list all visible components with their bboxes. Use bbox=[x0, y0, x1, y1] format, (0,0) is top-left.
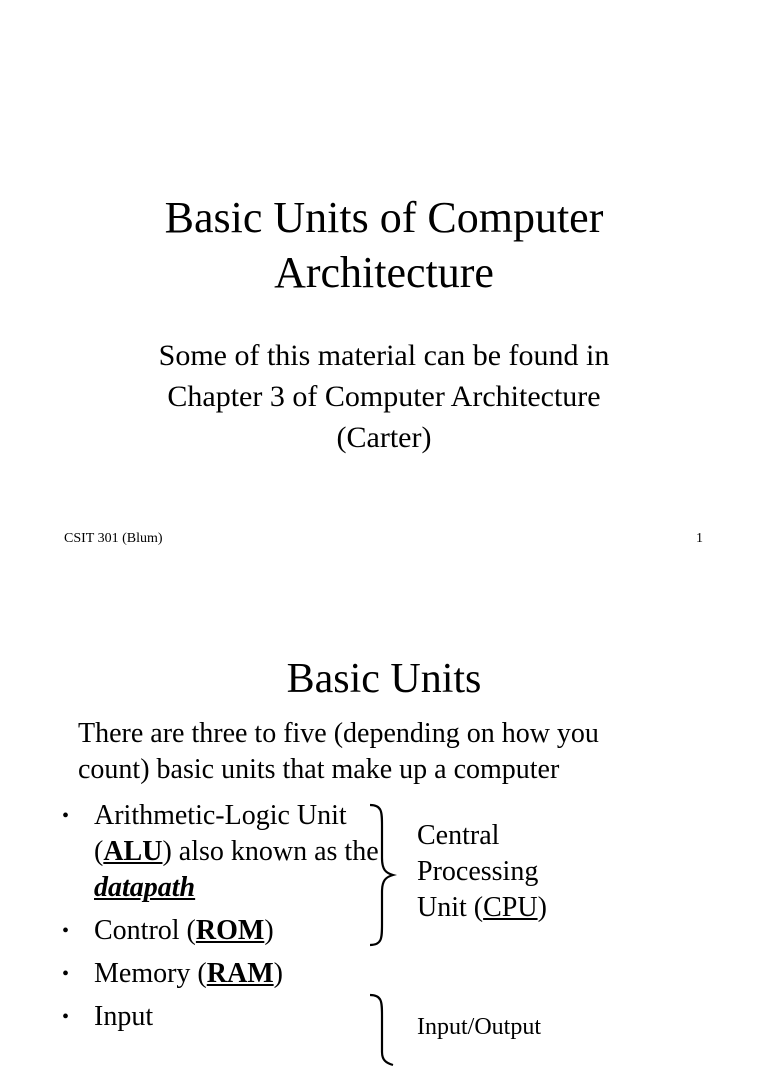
datapath-term: datapath bbox=[94, 872, 196, 903]
slide-heading: Basic Units bbox=[286, 656, 482, 702]
memory-text-pre: Memory ( bbox=[94, 958, 207, 989]
cpu-label-line-1: Central bbox=[417, 820, 500, 851]
cpu-label-post: ) bbox=[537, 892, 547, 923]
page-number: 1 bbox=[696, 531, 703, 546]
io-brace-icon bbox=[366, 992, 396, 1072]
ram-abbr: RAM bbox=[206, 958, 274, 989]
input-text: Input bbox=[94, 1001, 154, 1032]
slide-basic-units bbox=[0, 576, 768, 1040]
subtitle-line-1: Some of this material can be found in bbox=[158, 339, 610, 372]
alu-text-mid: ) also known as the bbox=[162, 836, 379, 867]
subtitle-line-2: Chapter 3 of Computer Architecture bbox=[167, 380, 601, 413]
title-line-1: Basic Units of Computer bbox=[164, 193, 604, 242]
footer-course: CSIT 301 (Blum) bbox=[64, 531, 163, 546]
cpu-abbr: CPU bbox=[483, 892, 538, 923]
control-text-post: ) bbox=[264, 915, 274, 946]
memory-text-post: ) bbox=[273, 958, 283, 989]
bullet-icon: • bbox=[62, 963, 70, 985]
bullet-icon: • bbox=[62, 1006, 70, 1028]
bullet-icon: • bbox=[62, 805, 70, 827]
list-item-input bbox=[62, 999, 382, 1035]
cpu-label-pre: Unit ( bbox=[417, 892, 484, 923]
io-label: Input/Output bbox=[417, 1014, 541, 1040]
intro-paragraph bbox=[78, 716, 698, 788]
units-list bbox=[62, 798, 382, 1042]
list-item-control bbox=[62, 913, 382, 949]
list-item-memory bbox=[62, 956, 382, 992]
slide-title-heading bbox=[0, 190, 768, 300]
list-item-alu bbox=[62, 798, 382, 906]
intro-line-2: count) basic units that make up a computer bbox=[78, 754, 560, 785]
rom-abbr: ROM bbox=[195, 915, 265, 946]
slide-subtitle bbox=[0, 335, 768, 458]
cpu-label bbox=[417, 818, 547, 926]
control-text-pre: Control ( bbox=[94, 915, 196, 946]
cpu-brace-icon bbox=[366, 802, 396, 948]
title-line-2: Architecture bbox=[274, 248, 494, 297]
alu-text-pre: Arithmetic-Logic Unit ( bbox=[94, 800, 347, 867]
intro-line-1: There are three to five (depending on how you bbox=[78, 718, 599, 749]
cpu-label-line-2: Processing bbox=[417, 856, 539, 887]
cpu-label-line-3 bbox=[417, 890, 547, 926]
alu-abbr: ALU bbox=[103, 836, 163, 867]
subtitle-line-3: (Carter) bbox=[336, 421, 432, 454]
bullet-icon: • bbox=[62, 920, 70, 942]
